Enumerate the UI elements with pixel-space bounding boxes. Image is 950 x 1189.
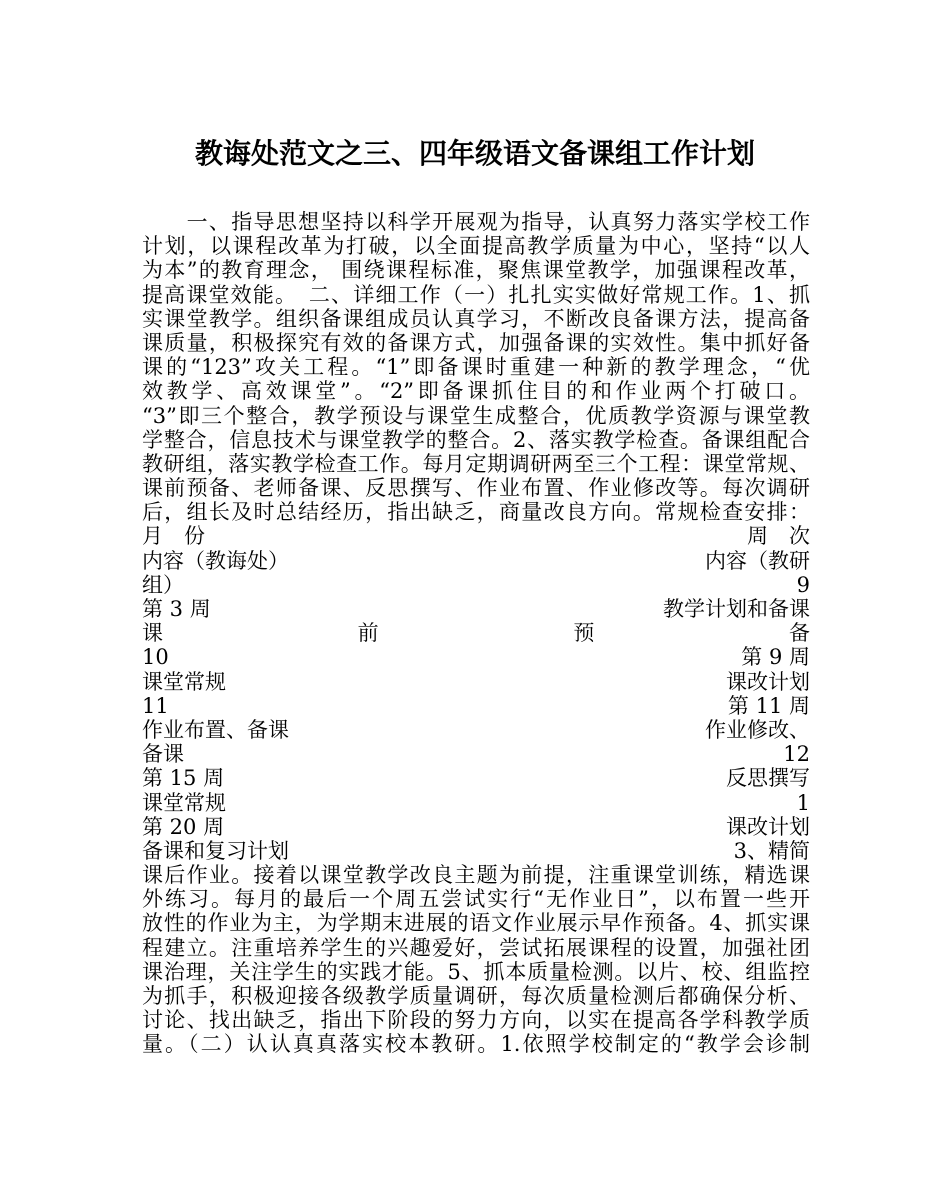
body-line: 学整合，信息技术与课堂教学的整合。2、落实教学检查。备课组配合	[142, 427, 810, 452]
body-line: 程建立。注重培养学生的兴趣爱好，尝试拓展课程的设置，加强社团	[142, 935, 810, 960]
schedule-week-header: 周 次	[747, 524, 810, 549]
schedule-row	[142, 791, 810, 815]
schedule-row	[142, 597, 810, 621]
body-line: 外练习。每月的最后一个周五尝试实行“无作业日”，以布置一些开	[142, 887, 810, 912]
body-line: 实课堂教学。组织备课组成员认真学习，不断改良备课方法，提高备	[142, 306, 810, 331]
schedule-row	[142, 815, 810, 839]
schedule-row	[142, 718, 810, 742]
body-line: 量。（二）认认真真落实校本教研。1.依照学校制定的“教学会诊制	[142, 1032, 810, 1057]
schedule-month-cell: 12	[783, 742, 810, 767]
schedule-row	[142, 645, 810, 669]
schedule-dept-cell-cont: 备课	[142, 742, 184, 767]
schedule-row	[142, 670, 810, 694]
schedule-group-cell-char: 预	[573, 621, 595, 646]
body-line: 讨论、找出缺乏，指出下阶段的努力方向，以实在提高各学科教学质	[142, 1008, 810, 1033]
schedule-week-cell: 第 9 周	[741, 645, 810, 670]
schedule-row	[142, 573, 810, 597]
schedule-group-cell-char: 前	[357, 621, 379, 646]
schedule-month-header: 月 份	[142, 524, 205, 549]
schedule-dept-cell: 教学计划和备课	[663, 597, 810, 621]
document-title: 教诲处范文之三、四年级语文备课组工作计划	[194, 137, 755, 170]
body-line: 课治理，关注学生的实践才能。5、抓本质量检测。以片、校、组监控	[142, 959, 810, 984]
body-line: 为抓手，积极迎接各级教学质量调研，每次质量检测后都确保分析、	[142, 984, 810, 1008]
body-line: “3”即三个整合，教学预设与课堂生成整合，优质教学资源与课堂教	[142, 403, 810, 428]
body-line: 课质量，积极探究有效的备课方式，加强备课的实效性。集中抓好备	[142, 330, 810, 355]
body-line: 教研组，落实教学检查工作。每月定期调研两至三个工程：课堂常规、	[142, 451, 810, 476]
body-line: 提高课堂效能。 二、详细工作（一）扎扎实实做好常规工作。1、抓	[142, 282, 810, 307]
schedule-group-cell-char: 课	[142, 621, 163, 646]
body-line: 放性的作业为主，为学期末进展的语文作业展示早作预备。4、抓实课	[142, 911, 810, 936]
schedule-row	[142, 839, 810, 863]
schedule-week-cell: 第 20 周	[142, 814, 225, 839]
schedule-row	[142, 766, 810, 790]
schedule-dept-cell: 课堂常规	[142, 790, 226, 815]
schedule-dept-cell: 备课和复习计划	[142, 838, 289, 863]
schedule-dept-cell: 课堂常规	[142, 669, 226, 694]
document-body	[142, 210, 810, 1057]
schedule-dept-cell: 作业布置、备课	[142, 717, 289, 742]
schedule-header-row	[142, 549, 810, 573]
schedule-row	[142, 742, 810, 766]
schedule-row	[142, 621, 810, 645]
body-line: 课后作业。接着以课堂教学改良主题为前提，注重课堂训练，精选课	[142, 863, 810, 888]
schedule-month-cell: 10	[142, 645, 169, 670]
schedule-week-cell: 第 11 周	[727, 693, 810, 718]
body-line: 课的“123”攻关工程。“1”即备课时重建一种新的教学理念，“优	[142, 355, 810, 380]
schedule-header-row	[142, 524, 810, 548]
body-text-resume: 3、精简	[733, 838, 810, 863]
schedule-month-cell: 11	[142, 693, 169, 718]
schedule-group-cell: 作业修改、	[705, 717, 810, 742]
schedule-group-header-cont: 组）	[142, 572, 184, 597]
schedule-group-cell: 反思撰写	[726, 766, 810, 791]
schedule-week-cell: 第 3 周	[142, 597, 211, 621]
schedule-group-cell-char: 备	[788, 621, 810, 646]
schedule-dept-header: 内容（教诲处）	[142, 548, 289, 573]
schedule-row	[142, 694, 810, 718]
body-line: 效教学、高效课堂”。“2”即备课抓住目的和作业两个打破口。	[142, 379, 810, 404]
body-line: 课前预备、老师备课、反思撰写、作业布置、作业修改等。每次调研	[142, 476, 810, 501]
schedule-group-cell: 课改计划	[726, 814, 810, 839]
body-line: 一、指导思想坚持以科学开展观为指导，认真努力落实学校工作	[142, 210, 810, 234]
body-line: 计划，以课程改革为打破，以全面提高教学质量为中心，坚持“以人	[142, 234, 810, 259]
schedule-week-cell: 第 15 周	[142, 766, 225, 791]
schedule-group-header: 内容（教研	[705, 548, 810, 573]
schedule-month-cell: 1	[796, 790, 810, 815]
body-line: 后，组长及时总结经历，指出缺乏，商量改良方向。常规检查安排：	[142, 500, 810, 525]
body-line: 为本”的教育理念， 围绕课程标准，聚焦课堂教学，加强课程改革，	[142, 258, 810, 283]
schedule-month-cell: 9	[796, 572, 810, 597]
schedule-group-cell: 课改计划	[726, 669, 810, 694]
